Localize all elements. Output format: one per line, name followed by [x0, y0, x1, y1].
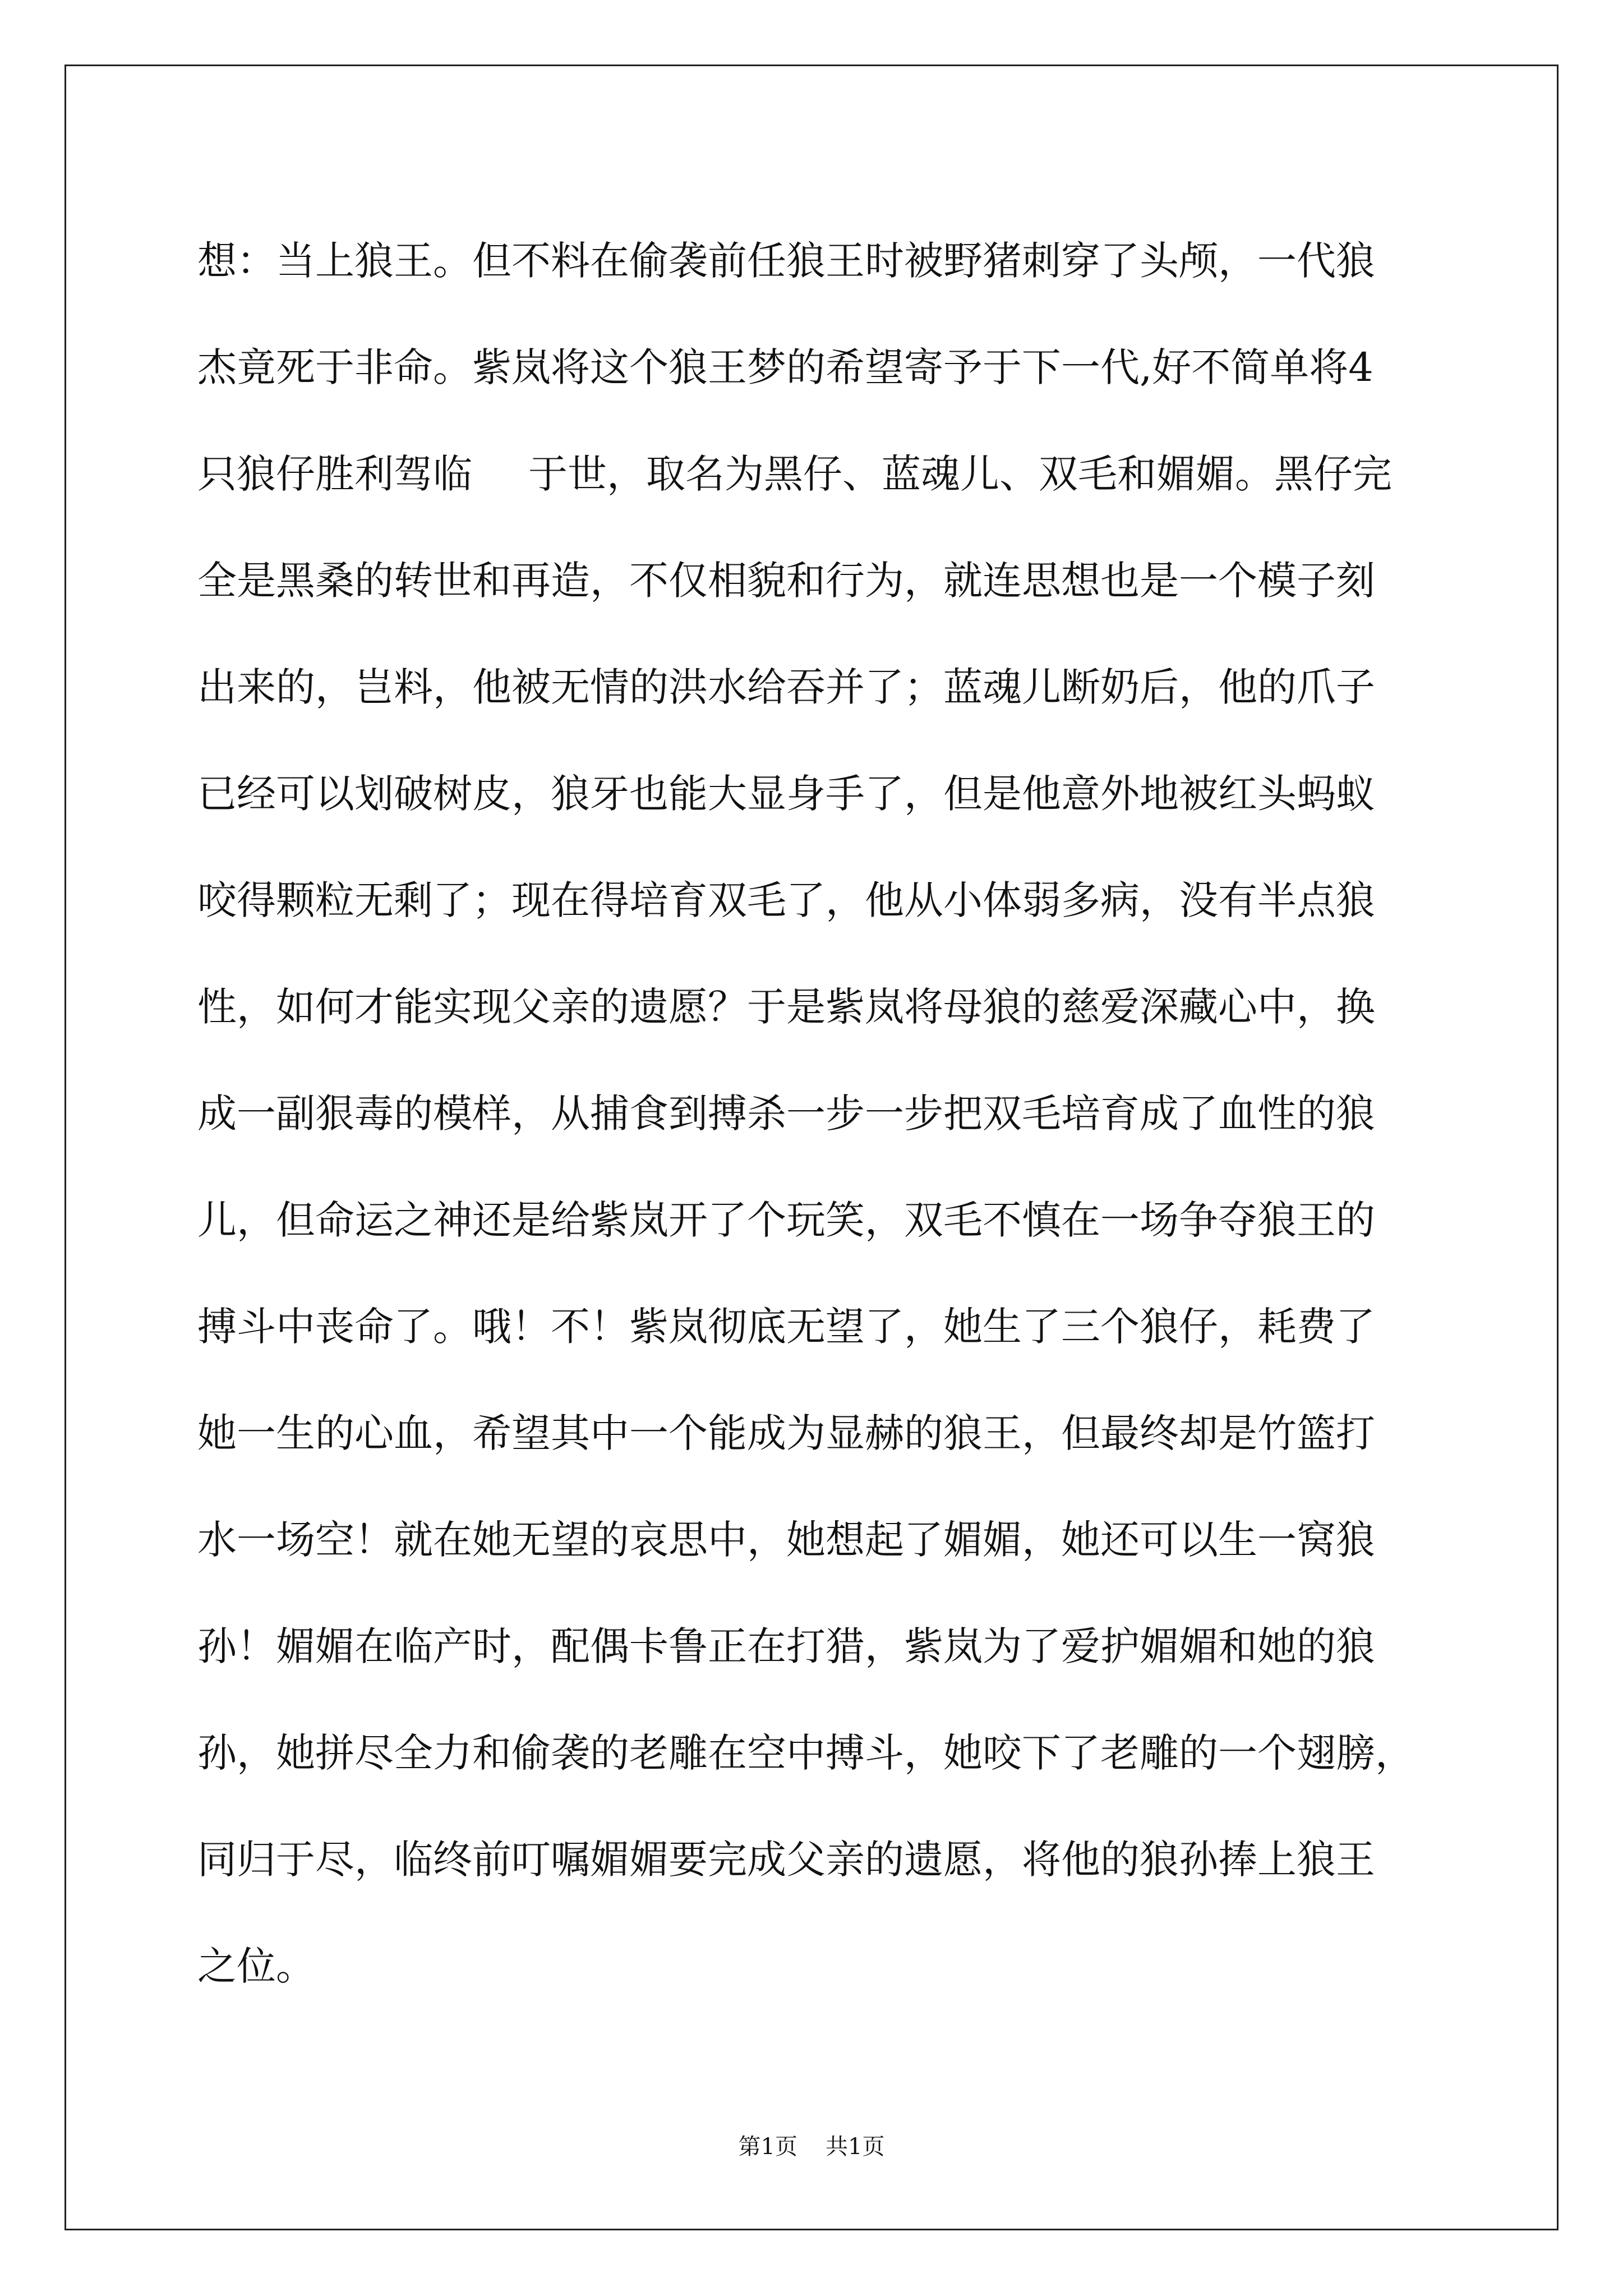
text-line: 想：当上狼王。但不料在偷袭前任狼王时被野猪刺穿了头颅，一代狼	[197, 238, 1375, 284]
text-line: 儿，但命运之神还是给紫岚开了个玩笑，双毛不慎在一场争夺狼王的	[197, 1197, 1375, 1243]
text-line: 成一副狠毒的模样，从捕食到搏杀一步一步把双毛培育成了血性的狼	[197, 1091, 1375, 1137]
page-footer	[0, 2129, 1623, 2161]
text-line: 出来的，岂料，他被无情的洪水给吞并了；蓝魂儿断奶后，他的爪子	[197, 664, 1375, 710]
text-line: 已经可以划破树皮，狼牙也能大显身手了，但是他意外地被红头蚂蚁	[197, 771, 1375, 817]
text-fragment: 于世，取名为黑仔、蓝魂儿、双毛和媚媚。黑仔完	[528, 451, 1392, 497]
body-text	[197, 208, 1431, 2019]
text-line: 搏斗中丧命了。哦！不！紫岚彻底无望了，她生了三个狼仔，耗费了	[197, 1304, 1375, 1350]
text-line: 性，如何才能实现父亲的遗愿？于是紫岚将母狼的慈爱深藏心中，换	[197, 984, 1375, 1030]
page-number: 第1页	[738, 2134, 797, 2160]
text-line: 之位。	[197, 1943, 315, 1989]
text-fragment: 只狼仔胜利驾临	[197, 451, 472, 497]
text-line: 杰竟死于非命。紫岚将这个狼王梦的希望寄予于下一代,好不简单将4	[197, 344, 1373, 390]
text-line: 水一场空！就在她无望的哀思中，她想起了媚媚，她还可以生一窝狼	[197, 1517, 1375, 1563]
text-line: 孙！媚媚在临产时，配偶卡鲁正在打猎，紫岚为了爱护媚媚和她的狼	[197, 1623, 1375, 1669]
text-line: 她一生的心血，希望其中一个能成为显赫的狼王，但最终却是竹篮打	[197, 1410, 1375, 1456]
text-line: 孙，她拼尽全力和偷袭的老雕在空中搏斗，她咬下了老雕的一个翅膀，	[197, 1730, 1414, 1776]
text-line: 全是黑桑的转世和再造，不仅相貌和行为，就连思想也是一个模子刻	[197, 558, 1375, 604]
text-line: 咬得颗粒无剩了；现在得培育双毛了，他从小体弱多病，没有半点狼	[197, 877, 1375, 923]
page-total: 共1页	[826, 2134, 885, 2160]
text-line: 同归于尽，临终前叮嘱媚媚要完成父亲的遗愿，将他的狼孙捧上狼王	[197, 1837, 1375, 1883]
text-line	[197, 421, 1431, 527]
